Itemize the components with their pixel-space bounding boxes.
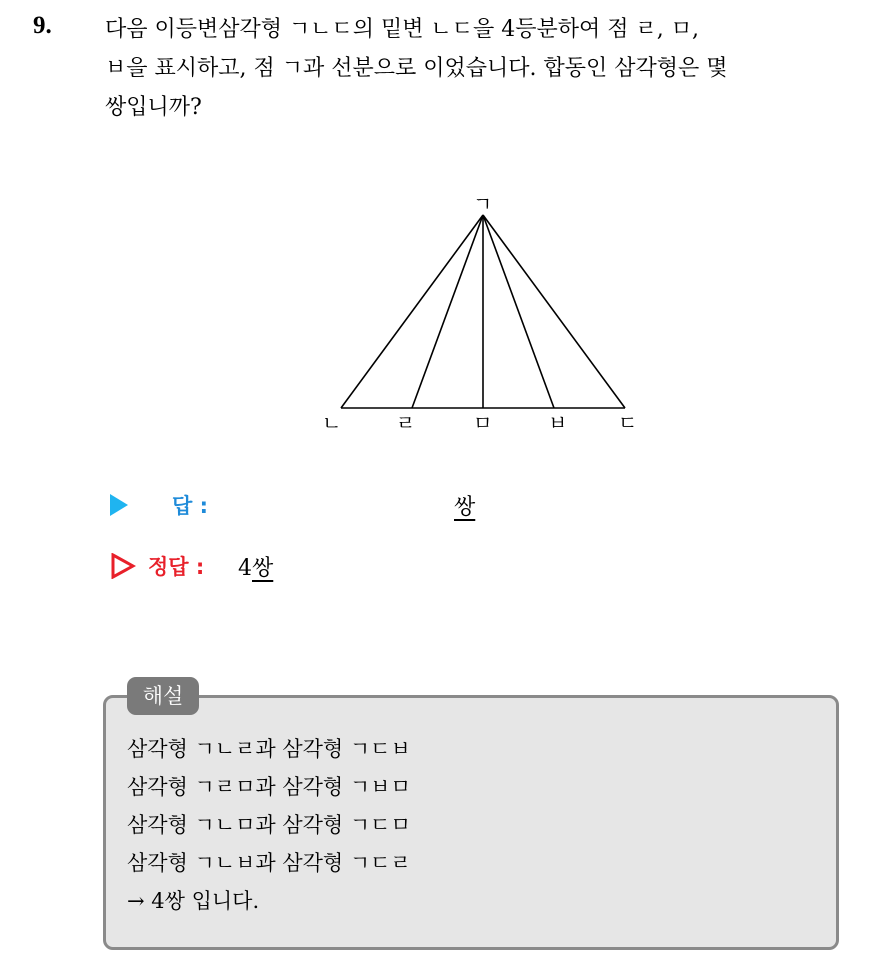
side-left xyxy=(341,215,483,408)
apex-label: ㄱ xyxy=(473,192,493,216)
question-line: 쌍입니까? xyxy=(105,95,202,120)
correct-unit: 쌍 xyxy=(252,556,274,581)
play-marker-icon xyxy=(110,494,128,516)
explanation-line: 삼각형 ㄱㄴㄹ과 삼각형 ㄱㄷㅂ xyxy=(127,737,411,761)
explanation-tab: 해설 xyxy=(127,677,199,715)
answer-unit: 쌍 xyxy=(454,495,476,520)
base-label: ㄴ xyxy=(322,411,342,435)
correct-answer-row xyxy=(110,551,510,583)
base-label: ㅁ xyxy=(473,411,493,435)
correct-value xyxy=(238,551,273,582)
base-label: ㅂ xyxy=(548,411,568,435)
outline-play-marker-icon xyxy=(110,553,136,579)
explanation-lines xyxy=(127,730,411,920)
segment-r xyxy=(412,215,483,408)
base-label: ㄷ xyxy=(618,411,638,435)
answer-row xyxy=(110,490,510,522)
explanation-line: 삼각형 ㄱㄹㅁ과 삼각형 ㄱㅂㅁ xyxy=(127,775,411,799)
explanation-line: → 4쌍 입니다. xyxy=(127,889,260,913)
question-number: 9. xyxy=(33,12,52,39)
question-line: ㅂ을 표시하고, 점 ㄱ과 선분으로 이었습니다. 합동인 삼각형은 몇 xyxy=(105,56,728,81)
explanation-line: 삼각형 ㄱㄴㅂ과 삼각형 ㄱㄷㄹ xyxy=(127,851,411,875)
segment-b xyxy=(483,215,554,408)
triangle-figure xyxy=(0,0,884,460)
explanation-line: 삼각형 ㄱㄴㅁ과 삼각형 ㄱㄷㅁ xyxy=(127,813,411,837)
side-right xyxy=(483,215,625,408)
base-label: ㄹ xyxy=(396,411,416,435)
correct-number: 4 xyxy=(238,556,252,581)
question-line: 다음 이등변삼각형 ㄱㄴㄷ의 밑변 ㄴㄷ을 4등분하여 점 ㄹ, ㅁ, xyxy=(105,17,699,42)
answer-label: 답 : xyxy=(172,494,208,518)
correct-label: 정답 : xyxy=(148,555,205,579)
